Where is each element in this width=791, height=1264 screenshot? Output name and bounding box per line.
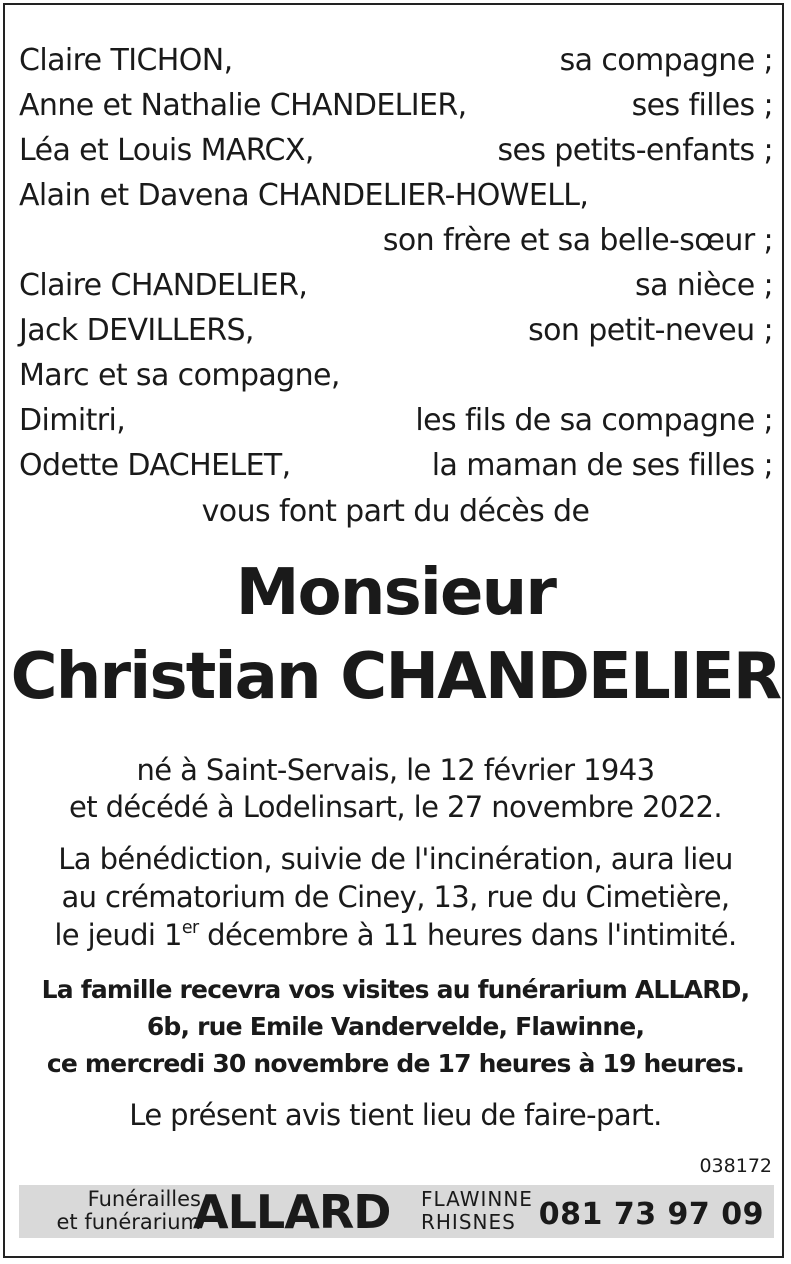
intro-text: vous font part du décès de xyxy=(201,494,590,529)
relative-name: Dimitri, xyxy=(19,403,126,438)
relative-name: Léa et Louis MARCX, xyxy=(19,133,314,168)
banner-line-2: et funérarium xyxy=(56,1210,201,1234)
reference-number: 038172 xyxy=(699,1155,772,1177)
relative-role: son petit-neveu ; xyxy=(528,313,773,348)
relative-name: Alain et Davena CHANDELIER-HOWELL, xyxy=(19,178,589,213)
relative-name: Claire CHANDELIER, xyxy=(19,268,308,303)
ceremony-line-3-end: décembre à 11 heures dans l'intimité. xyxy=(198,918,737,952)
relative-row xyxy=(19,129,773,173)
visits-line-1: La famille recevra vos visites au funérarium ALLARD, xyxy=(41,975,750,1004)
relative-row xyxy=(19,444,773,488)
deceased-name: Christian CHANDELIER xyxy=(10,640,781,714)
relative-role: la maman de ses filles ; xyxy=(431,448,773,483)
relative-role: ses petits-enfants ; xyxy=(497,133,773,168)
relative-name: Marc et sa compagne, xyxy=(19,358,340,393)
relative-role: sa nièce ; xyxy=(635,268,773,303)
visits-line-3: ce mercredi 30 novembre de 17 heures à 19 heures. xyxy=(46,1049,745,1078)
banner-services xyxy=(57,1188,202,1234)
banner-brand: ALLARD xyxy=(193,1185,391,1239)
relative-role: sa compagne ; xyxy=(559,43,773,78)
relative-role: son frère et sa belle-sœur ; xyxy=(382,223,773,258)
relative-row xyxy=(19,39,773,83)
relative-name: Jack DEVILLERS, xyxy=(19,313,254,348)
visits-line-2: 6b, rue Emile Vandervelde, Flawinne, xyxy=(146,1012,645,1041)
funeral-home-banner xyxy=(19,1185,774,1238)
ceremony-line-3-start: le jeudi 1 xyxy=(54,918,182,952)
deceased-title: Monsieur xyxy=(235,556,556,630)
relative-row xyxy=(19,399,773,443)
banner-place-1: FLAWINNE xyxy=(421,1187,533,1211)
relative-row xyxy=(19,174,773,218)
relative-row xyxy=(19,264,773,308)
ordinal-suffix: er xyxy=(181,917,199,938)
banner-place-2: RHISNES xyxy=(421,1210,516,1234)
death-line: et décédé à Lodelinsart, le 27 novembre 2022. xyxy=(68,790,723,824)
ceremony-line-1: La bénédiction, suivie de l'incinération, aura lieu xyxy=(58,842,733,876)
relative-name: Odette DACHELET, xyxy=(19,448,291,483)
relative-row xyxy=(19,219,773,263)
relative-name: Claire TICHON, xyxy=(19,43,233,78)
relative-row xyxy=(19,354,773,398)
notice-text: Le présent avis tient lieu de faire-part. xyxy=(129,1098,662,1132)
relative-name: Anne et Nathalie CHANDELIER, xyxy=(19,88,467,123)
relative-row xyxy=(19,309,773,353)
banner-line-1: Funérailles xyxy=(87,1187,201,1211)
ceremony-line-3 xyxy=(0,918,791,952)
banner-places xyxy=(421,1188,533,1234)
banner-phone: 081 73 97 09 xyxy=(538,1197,764,1232)
birth-line: né à Saint-Servais, le 12 février 1943 xyxy=(136,753,655,787)
relative-role: ses filles ; xyxy=(631,88,773,123)
relative-row xyxy=(19,84,773,128)
relative-role: les fils de sa compagne ; xyxy=(415,403,773,438)
ceremony-line-2: au crématorium de Ciney, 13, rue du Cimetière, xyxy=(61,880,730,914)
